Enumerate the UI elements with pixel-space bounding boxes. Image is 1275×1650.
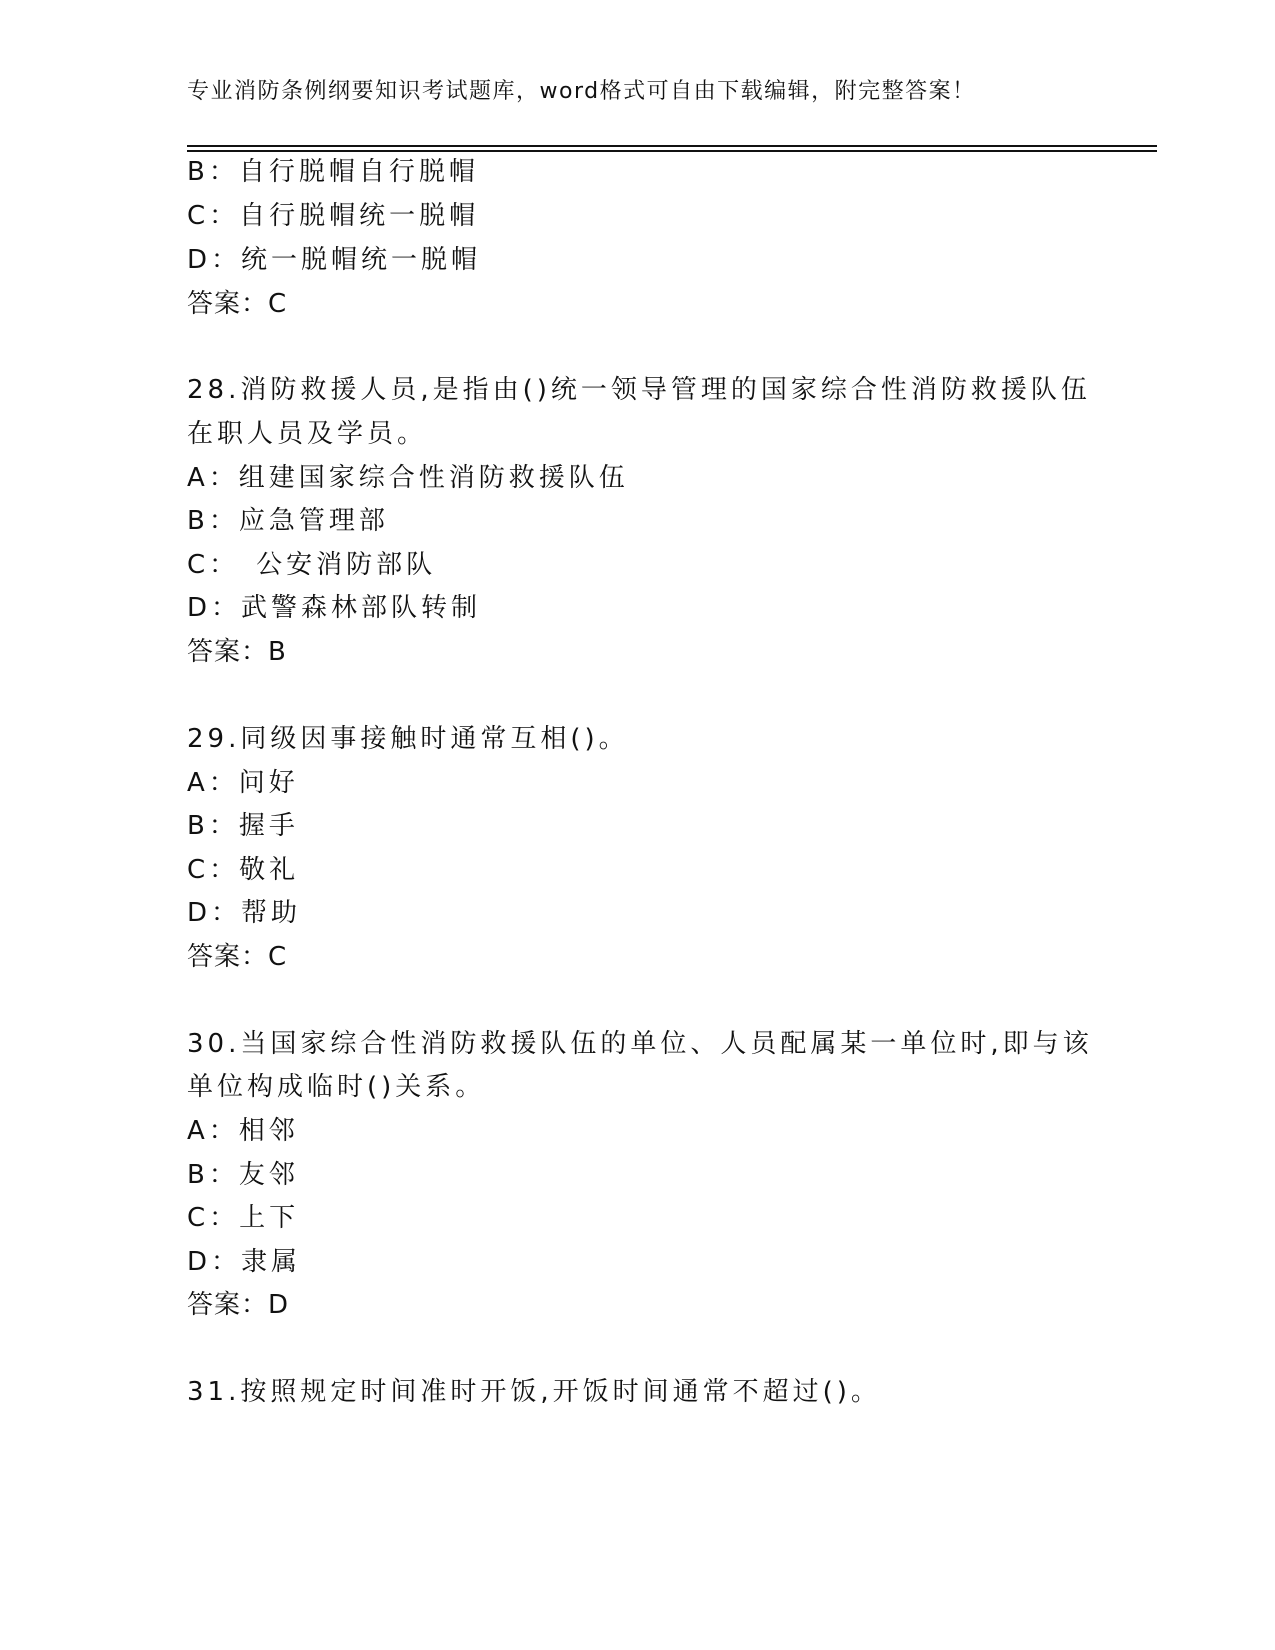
option-a-q30: A：相邻 [187,1116,299,1146]
header-rule-bottom [187,150,1157,152]
question-31: 31.按照规定时间准时开饭,开饭时间通常不超过()。 [187,1377,881,1407]
option-b-q29: B：握手 [187,811,299,841]
option-b-q30: B：友邻 [187,1160,299,1190]
answer-q27: 答案：C [187,289,288,319]
header-rule-top [187,145,1157,147]
page-header: 专业消防条例纲要知识考试题库，word格式可自由下载编辑，附完整答案！ [187,79,976,104]
option-b-q28: B：应急管理部 [187,506,389,536]
option-a-q28: A：组建国家综合性消防救援队伍 [187,463,629,493]
option-b-q27: B：自行脱帽自行脱帽 [187,157,479,187]
answer-q29: 答案：C [187,942,288,972]
option-c-q29: C：敬礼 [187,855,300,885]
option-c-q28: C： 公安消防部队 [187,550,437,580]
option-d-q28: D：武警森林部队转制 [187,593,482,623]
option-c-q30: C：上下 [187,1203,300,1233]
option-c-q27: C：自行脱帽统一脱帽 [187,201,480,231]
option-d-q30: D：隶属 [187,1247,302,1277]
question-30-line1: 30.当国家综合性消防救援队伍的单位、人员配属某一单位时,即与该 [187,1029,1093,1059]
question-30-line2: 单位构成临时()关系。 [187,1072,486,1102]
answer-q30: 答案：D [187,1290,290,1320]
option-d-q29: D：帮助 [187,898,302,928]
question-28-line1: 28.消防救援人员,是指由()统一领导管理的国家综合性消防救援队伍 [187,375,1091,405]
question-29: 29.同级因事接触时通常互相()。 [187,724,629,754]
answer-q28: 答案：B [187,637,287,667]
option-a-q29: A：问好 [187,768,299,798]
option-d-q27: D：统一脱帽统一脱帽 [187,245,482,275]
question-28-line2: 在职人员及学员。 [187,419,428,449]
